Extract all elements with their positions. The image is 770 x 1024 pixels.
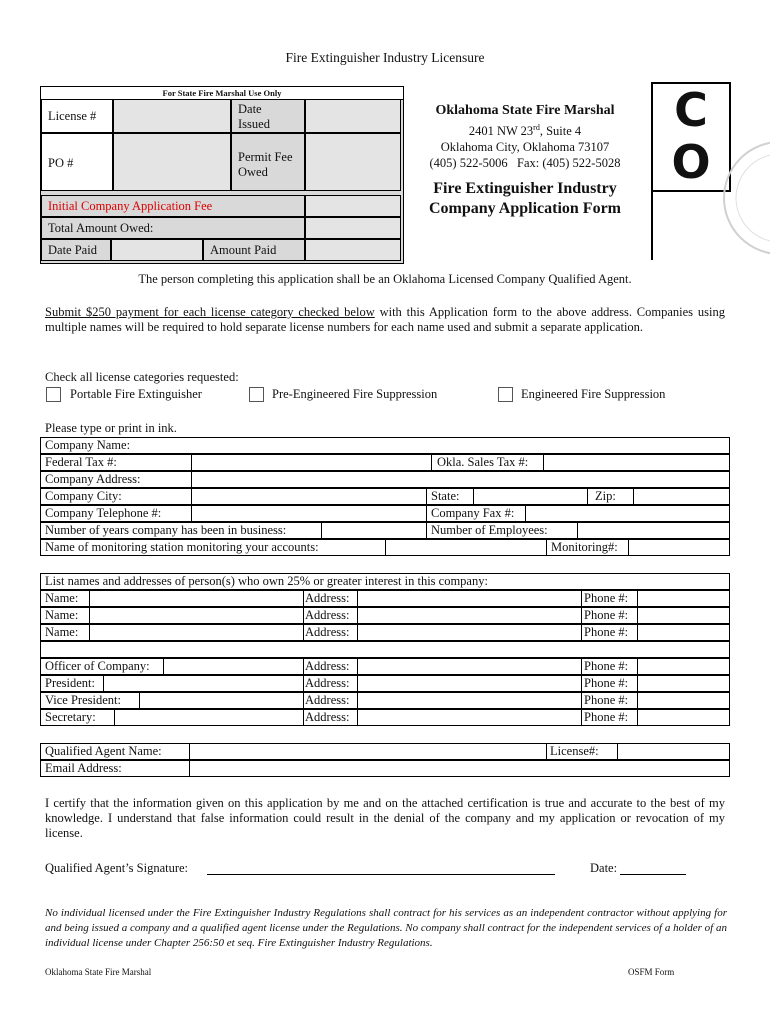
- secretary-row: Secretary: Address: Phone #:: [40, 709, 730, 726]
- spacer-row: [40, 641, 730, 658]
- permit-fee-field[interactable]: [305, 133, 401, 191]
- agent-name-row: [40, 743, 730, 760]
- engineered-label: Engineered Fire Suppression: [521, 387, 666, 401]
- date-issued-field[interactable]: [305, 99, 401, 133]
- zip-label: Zip:: [595, 489, 616, 503]
- company-name-row: [40, 437, 730, 454]
- amount-paid-label: Amount Paid: [210, 243, 277, 257]
- ink-instruction: Please type or print in ink.: [45, 421, 177, 435]
- categories-heading: Check all license categories requested:: [45, 370, 239, 384]
- monitoring-row: [40, 539, 730, 556]
- total-owed-field[interactable]: [305, 217, 401, 239]
- co-letter-o: O: [671, 135, 711, 189]
- submit-text: Submit $250 payment for each license category checked below with this Application form to the above address. Companies using multiple names will be required to hold separate license numbers for each name used and submit a separate application.: [45, 305, 725, 334]
- form-title-1: Fire Extinguisher Industry: [433, 180, 617, 198]
- fax-label: Company Fax #:: [431, 506, 515, 520]
- monitoring-name-label: Name of monitoring station monitoring your accounts:: [45, 540, 319, 554]
- date-label: Date:: [590, 861, 618, 875]
- admin-heading: For State Fire Marshal Use Only: [41, 87, 403, 100]
- fed-tax-label: Federal Tax #:: [45, 455, 117, 469]
- signature-label: Qualified Agent’s Signature:: [45, 861, 189, 875]
- date-issued-label: Date Issued: [238, 102, 270, 131]
- date-paid-field[interactable]: [111, 239, 203, 261]
- agency-address1: 2401 NW 23rd, Suite 4: [468, 123, 582, 139]
- owners-heading: List names and addresses of person(s) who own 25% or greater interest in this company:: [45, 574, 488, 588]
- company-city-label: Company City:: [45, 489, 122, 503]
- owner-row: Name: Address: Phone #:: [40, 624, 730, 641]
- agency-name: Oklahoma State Fire Marshal: [435, 103, 615, 118]
- signature-line[interactable]: [207, 874, 555, 875]
- footer-right: OSFM Form: [628, 967, 675, 977]
- form-title-2: Company Application Form: [428, 200, 621, 218]
- amount-paid-field[interactable]: [305, 239, 401, 261]
- footer-left: Oklahoma State Fire Marshal: [45, 967, 152, 977]
- date-paid-label: Date Paid: [48, 243, 97, 257]
- email-label: Email Address:: [45, 761, 122, 775]
- state-label: State:: [431, 489, 460, 503]
- pre-engineered-label: Pre-Engineered Fire Suppression: [272, 387, 438, 401]
- company-city-row: [40, 488, 730, 505]
- agency-phones: (405) 522-5006 Fax: (405) 522-5028: [429, 156, 621, 171]
- company-name-label: Company Name:: [45, 438, 131, 452]
- initial-fee-label: Initial Company Application Fee: [48, 199, 213, 213]
- co-box: [651, 82, 731, 192]
- owners-heading-row: [40, 573, 730, 590]
- okla-tax-label: Okla. Sales Tax #:: [437, 455, 529, 469]
- page-title: Fire Extinguisher Industry Licensure: [285, 50, 485, 65]
- email-row: [40, 760, 730, 777]
- president-row: President: Address: Phone #:: [40, 675, 730, 692]
- monitoring-num-label: Monitoring#:: [551, 540, 618, 554]
- license-label: License #: [48, 109, 97, 123]
- years-label: Number of years company has been in business:: [45, 523, 287, 537]
- pre-engineered-checkbox[interactable]: [249, 387, 264, 402]
- fed-tax-row: [40, 454, 730, 471]
- portable-checkbox[interactable]: [46, 387, 61, 402]
- co-letter-c: C: [674, 83, 708, 137]
- certify-text: I certify that the information given on this application by me and on the attached certification is true and accurate to the best of my knowledge. I understand that false information could result in the denial of the company and my application or revocation of my license.: [45, 796, 725, 840]
- disclaimer-text: No individual licensed under the Fire Extinguisher Industry Regulations shall contract for his services as an independent contractor without applying for and being issued a company and a qualified agent license under the Regulations. No company shall contract for the independent services of a holder of an individual license under Chapter 256:50 et seq. Fire Extinguisher Industry Regulations.: [45, 907, 727, 949]
- po-field[interactable]: [113, 133, 231, 191]
- portable-label: Portable Fire Extinguisher: [70, 387, 202, 401]
- permit-fee-label: Permit Fee Owed: [238, 150, 293, 179]
- agent-name-label: Qualified Agent Name:: [45, 744, 162, 758]
- date-line[interactable]: [620, 874, 686, 875]
- agency-address2: Oklahoma City, Oklahoma 73107: [440, 140, 610, 155]
- owner-row: Name: Address: Phone #:: [40, 590, 730, 607]
- po-label: PO #: [48, 156, 74, 170]
- engineered-checkbox[interactable]: [498, 387, 513, 402]
- officer-row: Officer of Company: Address: Phone #:: [40, 658, 730, 675]
- agent-license-label: License#:: [550, 744, 599, 758]
- seal-watermark: [720, 128, 770, 268]
- company-address-row: [40, 471, 730, 488]
- license-field[interactable]: [113, 99, 231, 133]
- owner-row: Name: Address: Phone #:: [40, 607, 730, 624]
- intro-text: The person completing this application shall be an Oklahoma Licensed Company Qualified Agent.: [138, 272, 632, 286]
- company-phone-label: Company Telephone #:: [45, 506, 162, 520]
- company-phone-row: [40, 505, 730, 522]
- admin-use-box: [40, 86, 404, 264]
- initial-fee-field[interactable]: [305, 195, 401, 217]
- employees-label: Number of Employees:: [431, 523, 548, 537]
- co-box-rule: [651, 192, 653, 260]
- total-owed-label: Total Amount Owed:: [48, 221, 154, 235]
- years-row: [40, 522, 730, 539]
- company-address-label: Company Address:: [45, 472, 141, 486]
- vice-president-row: Vice President: Address: Phone #:: [40, 692, 730, 709]
